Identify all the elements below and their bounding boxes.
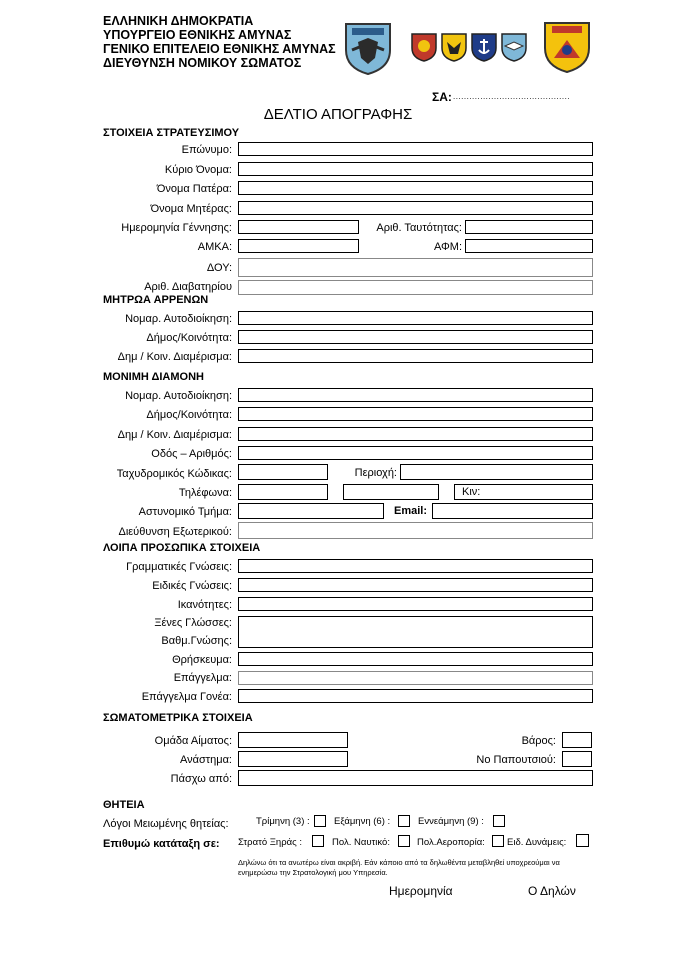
navy-anchor-emblem-icon	[470, 32, 498, 67]
sa-label: ΣΑ:	[432, 90, 452, 104]
label-reduced-service: Λόγοι Μειωμένης θητείας:	[103, 818, 229, 830]
nine-months-checkbox[interactable]	[493, 815, 505, 827]
page-title: ΔΕΛΤΙΟ ΑΠΟΓΡΑΦΗΣ	[263, 106, 413, 123]
label-religion: Θρήσκευμα:	[172, 654, 232, 666]
registry-municipality-field[interactable]	[238, 330, 593, 344]
section-title-male-registry: ΜΗΤΡΩΑ ΑΡΡΕΝΩΝ	[103, 294, 209, 306]
special-forces-checkbox[interactable]	[576, 834, 589, 847]
phone-2-field[interactable]	[343, 484, 439, 500]
shoe-size-field[interactable]	[562, 751, 592, 767]
label-first-name: Κύριο Όνομα:	[164, 164, 232, 176]
email-field[interactable]	[432, 503, 593, 519]
skills-field[interactable]	[238, 597, 593, 611]
label-weight: Βάρος:	[521, 735, 556, 747]
residence-prefecture-field[interactable]	[238, 388, 593, 402]
army-emblem-icon	[410, 32, 438, 67]
surname-field[interactable]	[238, 142, 593, 156]
label-six-months: Εξάμηνη (6) :	[334, 816, 391, 827]
declaration-line-1: Δηλώνω ότι τα ανωτέρω είναι ακριβή. Εάν κάποιο από τα δηλωθέντα μεταβληθεί υποχρεούμαι να	[238, 858, 560, 867]
label-registry-district: Δημ / Κοιν. Διαμέρισμα:	[117, 351, 232, 363]
section-title-conscript: ΣΤΟΙΧΕΙΑ ΣΤΡΑΤΕΥΣΙΜΟΥ	[103, 127, 240, 139]
amka-field[interactable]	[238, 239, 359, 253]
signer-label: Ο Δηλών	[528, 884, 576, 898]
section-title-residence: ΜΟΝΙΜΗ ΔΙΑΜΟΝΗ	[103, 371, 204, 383]
label-residence-district: Δημ / Κοιν. Διαμέρισμα:	[117, 429, 232, 441]
special-knowledge-field[interactable]	[238, 578, 593, 592]
label-doy: ΔΟΥ:	[206, 262, 232, 274]
residence-municipality-field[interactable]	[238, 407, 593, 421]
label-special-forces: Ειδ. Δυνάμεις:	[507, 837, 567, 848]
label-education: Γραμματικές Γνώσεις:	[126, 561, 232, 573]
label-street: Οδός – Αριθμός:	[151, 448, 232, 460]
blood-type-field[interactable]	[238, 732, 348, 748]
label-occupation: Επάγγελμα:	[173, 672, 232, 684]
sa-dots: ...........................................	[453, 92, 571, 101]
three-months-checkbox[interactable]	[314, 815, 326, 827]
education-field[interactable]	[238, 559, 593, 573]
label-airforce: Πολ.Αεροπορία:	[417, 837, 485, 848]
foreign-address-field[interactable]	[238, 522, 593, 539]
label-blood-type: Ομάδα Αίματος:	[154, 735, 232, 747]
six-months-checkbox[interactable]	[398, 815, 410, 827]
residence-district-field[interactable]	[238, 427, 593, 441]
label-email: Email:	[393, 505, 427, 517]
police-station-field[interactable]	[238, 503, 384, 519]
label-afm: ΑΦΜ:	[433, 241, 462, 253]
label-residence-prefecture: Νομαρ. Αυτοδιοίκηση:	[125, 390, 232, 402]
label-residence-municipality: Δήμος/Κοινότητα:	[146, 409, 232, 421]
occupation-field[interactable]	[238, 671, 593, 685]
label-registry-prefecture: Νομαρ. Αυτοδιοίκηση:	[125, 313, 232, 325]
father-name-field[interactable]	[238, 181, 593, 195]
label-mother-name: Όνομα Μητέρας:	[150, 203, 232, 215]
label-registry-municipality: Δήμος/Κοινότητα:	[146, 332, 232, 344]
label-navy: Πολ. Ναυτικό:	[332, 837, 390, 848]
mother-name-field[interactable]	[238, 201, 593, 215]
label-birth-date: Ημερομηνία Γέννησης:	[121, 222, 232, 234]
label-special-knowledge: Ειδικές Γνώσεις:	[152, 580, 232, 592]
registry-district-field[interactable]	[238, 349, 593, 363]
header-line-2: ΥΠΟΥΡΓΕΙΟ ΕΘΝΙΚΗΣ ΑΜΥΝΑΣ	[103, 28, 292, 42]
header-line-3: ΓΕΝΙΚΟ ΕΠΙΤΕΛΕΙΟ ΕΘΝΙΚΗΣ ΑΜΥΝΑΣ	[103, 42, 336, 56]
weight-field[interactable]	[562, 732, 592, 748]
parent-occupation-field[interactable]	[238, 689, 593, 703]
label-language-level: Βαθμ.Γνώσης:	[161, 635, 232, 647]
section-title-service: ΘΗΤΕΙΑ	[103, 799, 145, 811]
airforce-checkbox[interactable]	[492, 835, 504, 847]
id-number-field[interactable]	[465, 220, 593, 234]
label-mobile: Κιν:	[462, 486, 481, 498]
label-parent-occupation: Επάγγελμα Γονέα:	[141, 691, 232, 703]
birth-date-field[interactable]	[238, 220, 359, 234]
label-father-name: Όνομα Πατέρα:	[156, 183, 232, 195]
header-line-1: ΕΛΛΗΝΙΚΗ ΔΗΜΟΚΡΑΤΙΑ	[103, 14, 254, 28]
afm-field[interactable]	[465, 239, 593, 253]
label-preferred-branch: Επιθυμώ κατάταξη σε:	[103, 838, 220, 850]
phone-1-field[interactable]	[238, 484, 328, 500]
label-phones: Τηλέφωνα:	[178, 487, 232, 499]
army-checkbox[interactable]	[312, 835, 324, 847]
date-label: Ημερομηνία	[389, 884, 453, 898]
label-police-station: Αστυνομικό Τμήμα:	[138, 506, 232, 518]
street-field[interactable]	[238, 446, 593, 460]
label-id-number: Αριθ. Ταυτότητας:	[376, 222, 462, 234]
army-eagle-emblem-icon	[440, 32, 468, 67]
passport-field[interactable]	[238, 280, 593, 295]
first-name-field[interactable]	[238, 162, 593, 176]
general-command-emblem-icon	[542, 20, 592, 79]
registry-prefecture-field[interactable]	[238, 311, 593, 325]
section-title-body: ΣΩΜΑΤΟΜΕΤΡΙΚΑ ΣΤΟΙΧΕΙΑ	[103, 712, 253, 724]
doy-field[interactable]	[238, 258, 593, 277]
postal-code-field[interactable]	[238, 464, 328, 480]
label-foreign-languages: Ξένες Γλώσσες:	[154, 617, 232, 629]
declaration-line-2: ενημερώσω την Στρατολογική μου Υπηρεσία.	[238, 868, 388, 877]
label-surname: Επώνυμο:	[181, 144, 232, 156]
area-field[interactable]	[400, 464, 593, 480]
label-postal-code: Ταχυδρομικός Κώδικας:	[116, 468, 232, 480]
label-passport: Αριθ. Διαβατηρίου	[144, 281, 232, 293]
airforce-emblem-icon	[500, 32, 528, 67]
label-shoe-size: Νο Παπουτσιού:	[476, 754, 556, 766]
navy-checkbox[interactable]	[398, 835, 410, 847]
label-foreign-address: Διεύθυνση Εξωτερικού:	[118, 526, 232, 538]
label-height: Ανάστημα:	[179, 754, 232, 766]
label-area: Περιοχή:	[354, 467, 397, 479]
label-illness: Πάσχω από:	[170, 773, 232, 785]
legal-corps-emblem-icon	[342, 20, 394, 81]
header-line-4: ΔΙΕΥΘΥΝΣΗ ΝΟΜΙΚΟΥ ΣΩΜΑΤΟΣ	[103, 56, 302, 70]
languages-field[interactable]	[238, 616, 593, 648]
height-field[interactable]	[238, 751, 348, 767]
religion-field[interactable]	[238, 652, 593, 666]
label-three-months: Τρίμηνη (3) :	[256, 816, 310, 827]
label-skills: Ικανότητες:	[177, 599, 232, 611]
label-nine-months: Εννεάμηνη (9) :	[418, 816, 484, 827]
illness-field[interactable]	[238, 770, 593, 786]
section-title-personal: ΛΟΙΠΑ ΠΡΟΣΩΠΙΚΑ ΣΤΟΙΧΕΙΑ	[103, 542, 261, 554]
label-amka: ΑΜΚΑ:	[197, 241, 232, 253]
label-army: Στρατό Ξηράς :	[238, 837, 302, 848]
